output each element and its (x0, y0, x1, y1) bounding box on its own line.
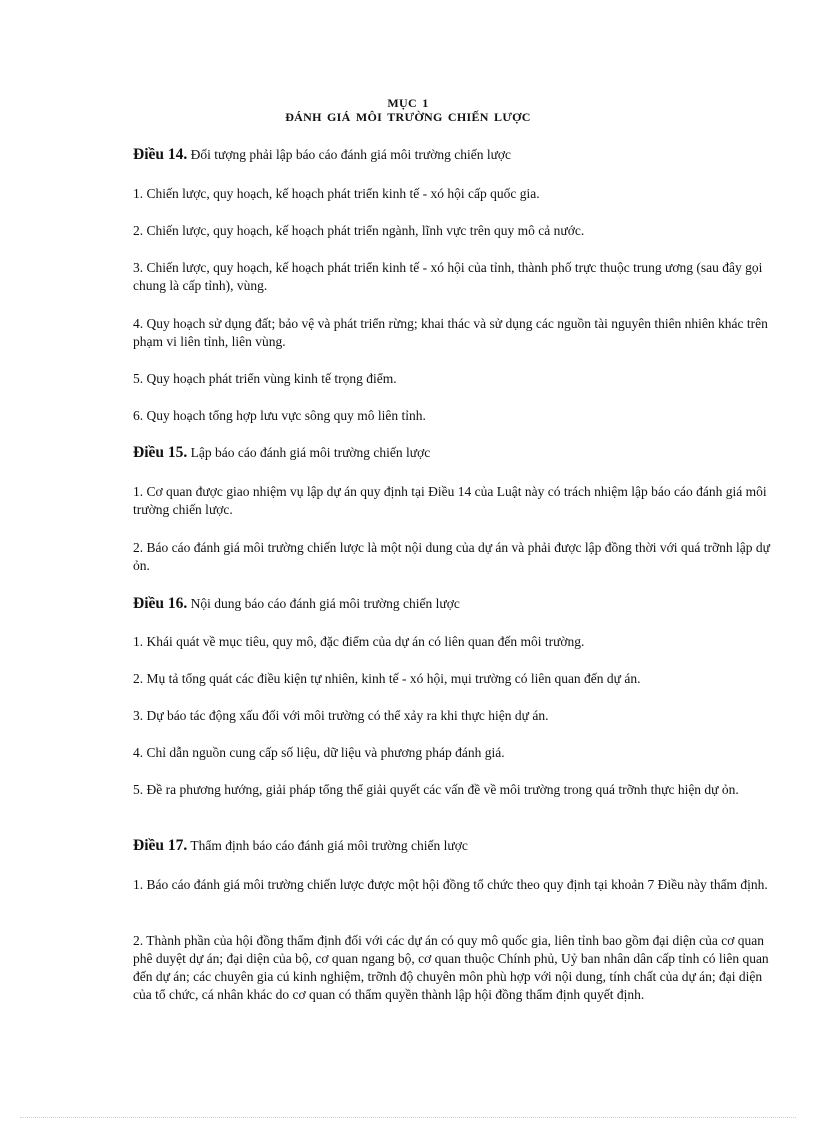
article-14-item-5: 5. Quy hoạch phát triển vùng kinh tế trọng điểm. (133, 371, 397, 386)
article-number: Điều 17. (133, 837, 188, 854)
article-14-item-3: 3. Chiến lược, quy hoạch, kế hoạch phát triển kinh tế - xó hội của tỉnh, thành phố trực thuộc trung ương (sau đây gọi chung là cấp tỉnh), vùng. (133, 260, 763, 293)
article-title: Đối tượng phải lập báo cáo đánh giá môi trường chiến lược (190, 147, 512, 162)
article-14-heading (133, 146, 511, 164)
article-title: Nội dung báo cáo đánh giá môi trường chiến lược (190, 596, 460, 611)
article-number: Điều 16. (133, 595, 188, 612)
article-17-heading (133, 837, 468, 855)
article-16-item-5: 5. Đề ra phương hướng, giải pháp tổng thể giải quyết các vấn đề về môi trường trong quá trỡnh thực hiện dự ỏn. (133, 782, 739, 797)
article-number: Điều 14. (133, 146, 188, 163)
article-16-item-3: 3. Dự báo tác động xấu đối với môi trường có thể xảy ra khi thực hiện dự án. (133, 708, 549, 723)
article-16-item-4: 4. Chỉ dẫn nguồn cung cấp số liệu, dữ liệu và phương pháp đánh giá. (133, 745, 505, 760)
article-16-heading (133, 595, 460, 613)
article-14-item-1: 1. Chiến lược, quy hoạch, kế hoạch phát triển kinh tế - xó hội cấp quốc gia. (133, 186, 540, 201)
page-bottom-divider (20, 1117, 796, 1118)
article-16-item-2: 2. Mụ tả tổng quát các điều kiện tự nhiên, kinh tế - xó hội, mụi trường có liên quan đến dự án. (133, 671, 641, 686)
article-17-item-2: 2. Thành phần của hội đồng thẩm định đối với các dự án có quy mô quốc gia, liên tỉnh bao gồm đại diện của cơ quan phê duyệt dự án; đại diện của bộ, cơ quan ngang bộ, cơ quan thuộc Chính phủ, Uỷ ban nhân dân cấp tỉnh có liên quan đến dự án; các chuyên gia cú kinh nghiệm, trỡnh độ chuyên môn phù hợp với nội dung, tính chất của dự án; đại diện của tổ chức, cá nhân khác do cơ quan có thẩm quyền thành lập hội đồng thẩm định quyết định. (133, 933, 769, 1002)
article-14-item-2: 2. Chiến lược, quy hoạch, kế hoạch phát triển ngành, lĩnh vực trên quy mô cả nước. (133, 223, 585, 238)
article-number: Điều 15. (133, 444, 188, 461)
section-title: ĐÁNH GIÁ MÔI TRƯỜNG CHIẾN LƯỢC (285, 110, 531, 124)
article-15-heading (133, 444, 430, 462)
article-title: Thẩm định báo cáo đánh giá môi trường chiến lược (190, 838, 468, 853)
article-title: Lập báo cáo đánh giá môi trường chiến lược (190, 445, 431, 460)
section-number: MỤC 1 (387, 96, 429, 110)
article-15-item-2: 2. Báo cáo đánh giá môi trường chiến lược là một nội dung của dự án và phải được lập đồng thời với quá trỡnh lập dự ỏn. (133, 540, 770, 573)
article-17-item-1: 1. Báo cáo đánh giá môi trường chiến lược được một hội đồng tổ chức theo quy định tại khoản 7 Điều này thẩm định. (133, 877, 768, 892)
article-16-item-1: 1. Khái quát về mục tiêu, quy mô, đặc điểm của dự án có liên quan đến môi trường. (133, 634, 585, 649)
article-14-item-6: 6. Quy hoạch tổng hợp lưu vực sông quy mô liên tỉnh. (133, 408, 426, 423)
article-15-item-1: 1. Cơ quan được giao nhiệm vụ lập dự án quy định tại Điều 14 của Luật này có trách nhiệm lập báo cáo đánh giá môi trường chiến lược. (133, 484, 767, 517)
article-14-item-4: 4. Quy hoạch sử dụng đất; bảo vệ và phát triển rừng; khai thác và sử dụng các nguồn tài nguyên thiên nhiên khác trên phạm vi liên tỉnh, liên vùng. (133, 316, 768, 349)
